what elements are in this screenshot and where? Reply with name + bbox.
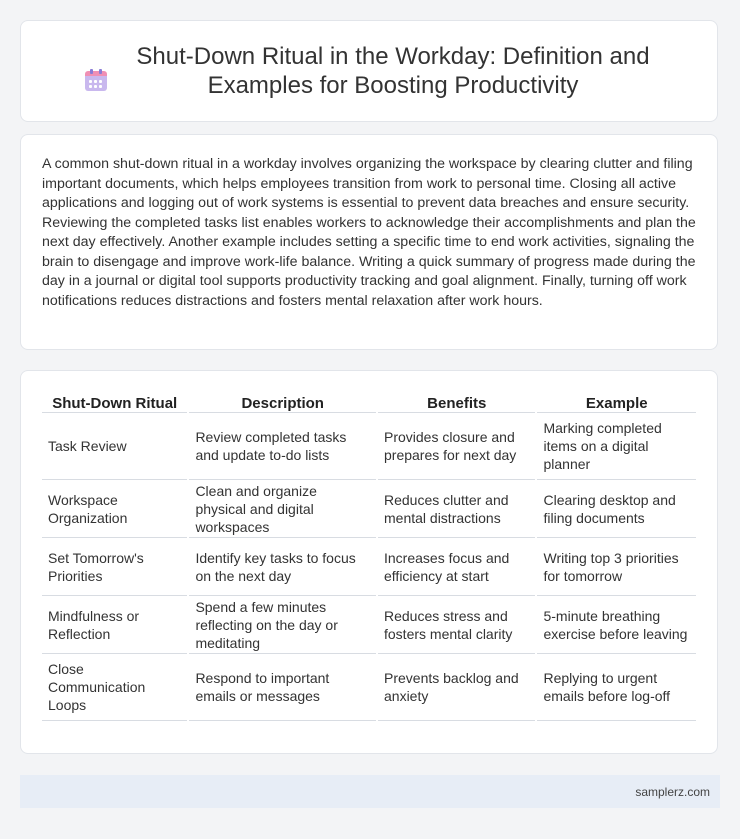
cell-description: Respond to important emails or messages	[189, 654, 376, 721]
cell-ritual: Close Communication Loops	[42, 654, 187, 721]
title-card	[20, 20, 718, 122]
header-example: Example	[537, 391, 696, 413]
table-row	[42, 538, 696, 596]
table-row	[42, 654, 696, 721]
intro-card	[20, 134, 718, 350]
cell-ritual: Workspace Organization	[42, 480, 187, 538]
rituals-table	[40, 391, 698, 721]
page-title: Shut-Down Ritual in the Workday: Definition and Examples for Boosting Productivity	[136, 43, 650, 99]
cell-example: Writing top 3 priorities for tomorrow	[537, 538, 696, 596]
cell-example: Marking completed items on a digital planner	[537, 413, 696, 480]
cell-description: Clean and organize physical and digital workspaces	[189, 480, 376, 538]
cell-description: Spend a few minutes reflecting on the day or meditating	[189, 596, 376, 654]
intro-paragraph: A common shut-down ritual in a workday involves organizing the workspace by clearing clutter and filing important documents, which helps employees transition from work to personal time. Closing all active applications and logging out of work systems is essential to prevent data breaches and ensure security. Reviewing the completed tasks list enables workers to acknowledge their accomplishments and plan the next day effectively. Another example includes setting a specific time to end work activities, signaling the brain to disengage and improve work-life balance. Writing a quick summary of progress made during the day in a journal or digital tool supports productivity tracking and goal alignment. Finally, turning off work notifications reduces distractions and fosters mental relaxation after work hours.	[42, 156, 696, 309]
table-card	[20, 370, 718, 754]
cell-example: Clearing desktop and filing documents	[537, 480, 696, 538]
cell-ritual: Mindfulness or Reflection	[42, 596, 187, 654]
cell-description: Identify key tasks to focus on the next day	[189, 538, 376, 596]
cell-benefits: Provides closure and prepares for next day	[378, 413, 535, 480]
cell-ritual: Set Tomorrow's Priorities	[42, 538, 187, 596]
cell-benefits: Reduces clutter and mental distractions	[378, 480, 535, 538]
title-wrap	[85, 42, 653, 100]
table-row	[42, 596, 696, 654]
header-description: Description	[189, 391, 376, 413]
table-row	[42, 480, 696, 538]
calendar-icon	[85, 69, 107, 91]
cell-example: 5-minute breathing exercise before leaving	[537, 596, 696, 654]
footer-site-link[interactable]: samplerz.com	[635, 784, 710, 799]
header-ritual: Shut-Down Ritual	[42, 391, 187, 413]
cell-example: Replying to urgent emails before log-off	[537, 654, 696, 721]
table-row	[42, 413, 696, 480]
cell-benefits: Reduces stress and fosters mental clarity	[378, 596, 535, 654]
cell-benefits: Prevents backlog and anxiety	[378, 654, 535, 721]
cell-benefits: Increases focus and efficiency at start	[378, 538, 535, 596]
cell-ritual: Task Review	[42, 413, 187, 480]
header-benefits: Benefits	[378, 391, 535, 413]
cell-description: Review completed tasks and update to-do lists	[189, 413, 376, 480]
table-header-row	[42, 391, 696, 413]
footer	[20, 775, 720, 808]
